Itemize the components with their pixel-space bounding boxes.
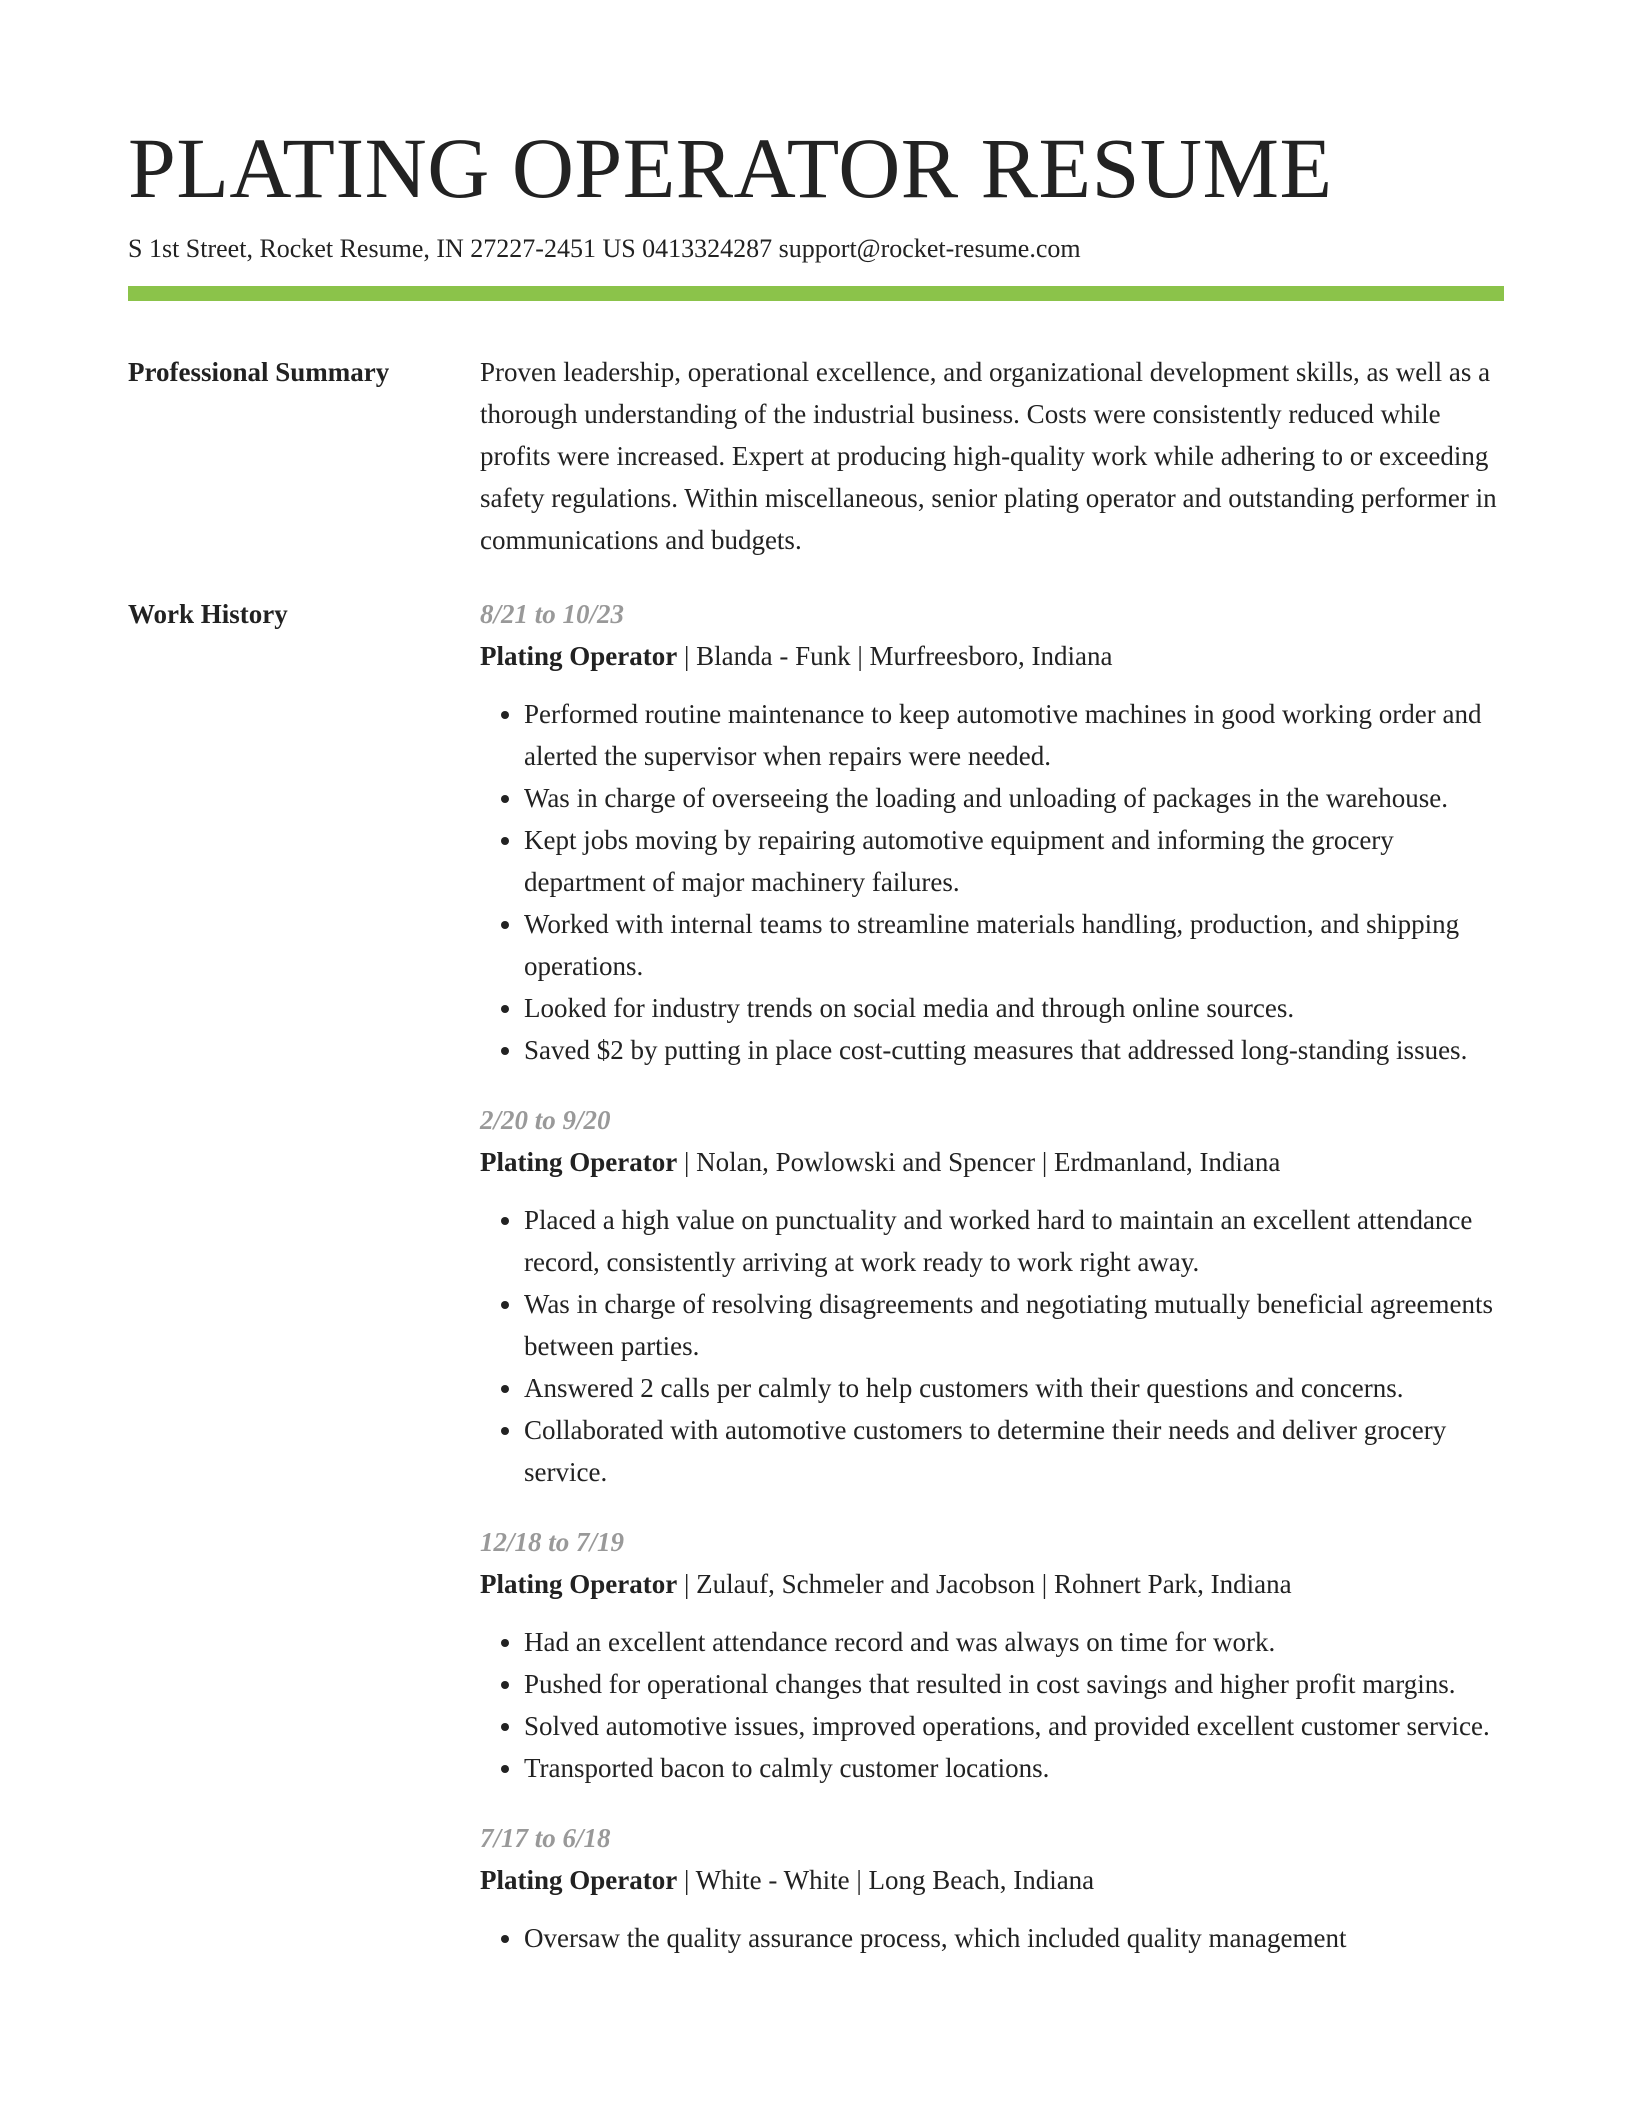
job-dates: 12/18 to 7/19 [480,1527,625,1557]
job-bullet-list [480,693,1504,1071]
job-location: Erdmanland, Indiana [1053,1147,1281,1177]
job-bullet-list [480,1621,1504,1789]
job-bullet-list [480,1199,1504,1493]
job-location: Rohnert Park, Indiana [1053,1569,1292,1599]
job-dates: 2/20 to 9/20 [480,1105,611,1135]
job-bullet: • Pushed for operational changes that resulted in cost savings and higher profit margins. [524,1663,1504,1705]
job-entry [480,1521,1504,1789]
job-company: White - White [695,1865,850,1895]
summary-heading: Professional Summary [128,357,390,387]
summary-body [480,351,1504,561]
job-title: Plating Operator [480,641,678,671]
job-bullet: • Oversaw the quality assurance process, which included quality management [524,1917,1504,1959]
separator: | [677,641,697,671]
contact-info: S 1st Street, Rocket Resume, IN 27227-2451 US 0413324287 support@rocket-resume.com [128,234,1081,263]
separator: | [1035,1147,1054,1177]
resume-title: PLATING OPERATOR RESUME [128,120,1333,216]
job-bullet: • Transported bacon to calmly customer locations. [524,1747,1504,1789]
job-heading-line [480,1141,1504,1183]
job-location: Long Beach, Indiana [868,1865,1095,1895]
job-bullet: • Was in charge of overseeing the loading and unloading of packages in the warehouse. [524,777,1504,819]
separator: | [850,641,870,671]
job-entry [480,1817,1504,1959]
job-bullet: • Was in charge of resolving disagreements and negotiating mutually beneficial agreements between parties. [524,1283,1504,1367]
accent-divider [128,286,1504,301]
job-company: Nolan, Powlowski and Spencer [696,1147,1036,1177]
job-heading-line [480,1563,1504,1605]
job-title: Plating Operator [480,1569,678,1599]
job-bullet: • Performed routine maintenance to keep automotive machines in good working order and alerted the supervisor when repairs were needed. [524,693,1504,777]
job-entry [480,1099,1504,1493]
separator: | [1035,1569,1054,1599]
work-history-heading: Work History [128,599,288,629]
job-heading-line [480,635,1504,677]
job-bullet: • Solved automotive issues, improved operations, and provided excellent customer service. [524,1705,1504,1747]
summary-text: Proven leadership, operational excellence, and organizational development skills, as well as a thorough understanding of the industrial business. Costs were consistently reduced while profits were increased. Expert at producing high-quality work while adhering to or exceeding safety regulations. Within miscellaneous, senior plating operator and outstanding performer in communications and budgets. [480,357,1497,555]
job-title: Plating Operator [480,1147,678,1177]
job-bullet: • Worked with internal teams to streamline materials handling, production, and shipping operations. [524,903,1504,987]
separator: | [677,1569,697,1599]
separator: | [677,1147,697,1177]
job-bullet: • Saved $2 by putting in place cost-cutting measures that addressed long-standing issues. [524,1029,1504,1071]
job-company: Blanda - Funk [696,641,851,671]
job-bullet-list [480,1917,1504,1959]
job-entry [480,593,1504,1071]
job-dates: 7/17 to 6/18 [480,1823,611,1853]
job-bullet: • Collaborated with automotive customers to determine their needs and deliver grocery service. [524,1409,1504,1493]
job-title: Plating Operator [480,1865,678,1895]
separator: | [849,1865,869,1895]
separator: | [677,1865,696,1895]
job-bullet: • Kept jobs moving by repairing automotive equipment and informing the grocery department of major machinery failures. [524,819,1504,903]
job-bullet: • Had an excellent attendance record and was always on time for work. [524,1621,1504,1663]
job-bullet: • Placed a high value on punctuality and worked hard to maintain an excellent attendance record, consistently arriving at work ready to work right away. [524,1199,1504,1283]
job-bullet: • Answered 2 calls per calmly to help customers with their questions and concerns. [524,1367,1504,1409]
job-bullet: • Looked for industry trends on social media and through online sources. [524,987,1504,1029]
job-heading-line [480,1859,1504,1901]
job-company: Zulauf, Schmeler and Jacobson [696,1569,1036,1599]
job-list [480,593,1504,1987]
job-location: Murfreesboro, Indiana [869,641,1113,671]
job-dates: 8/21 to 10/23 [480,599,625,629]
